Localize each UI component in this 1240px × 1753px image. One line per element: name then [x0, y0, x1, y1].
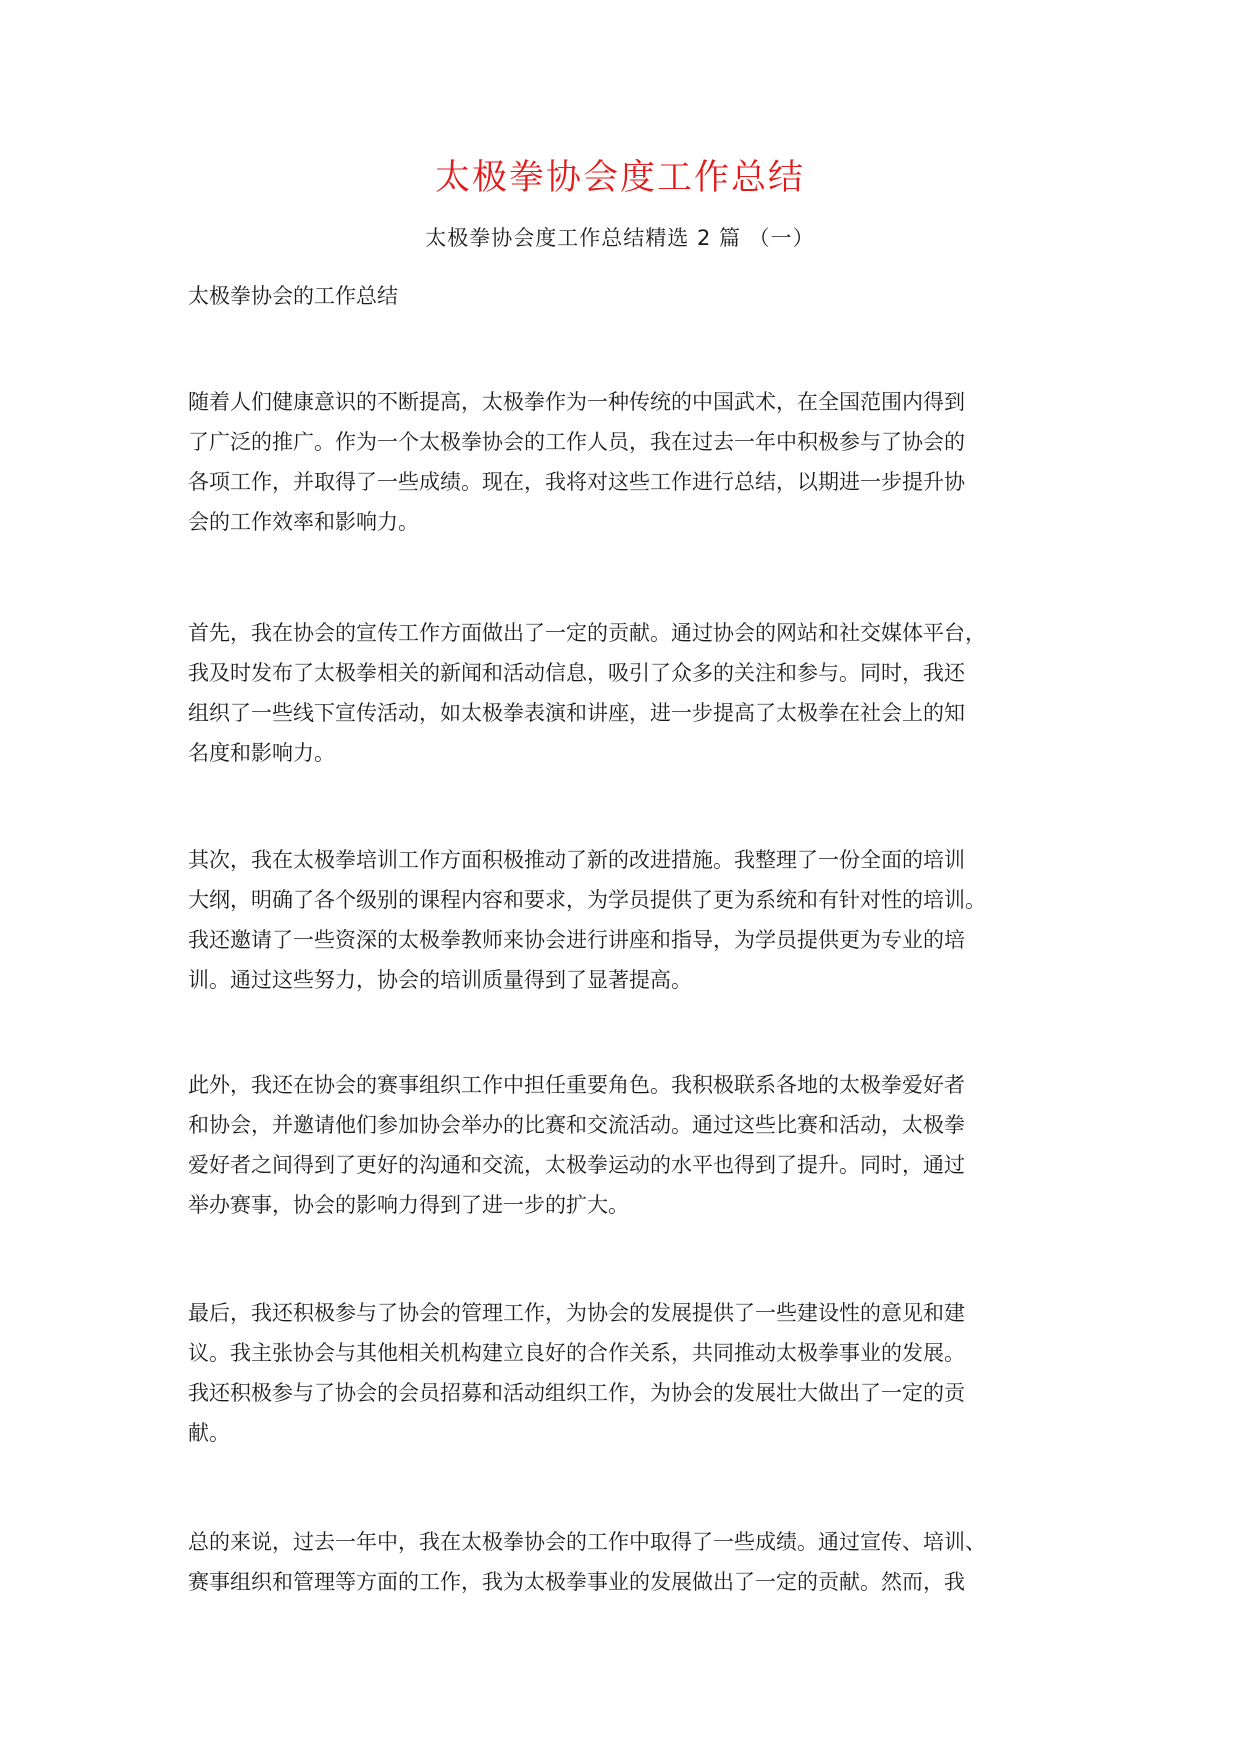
- paragraph-line: 我及时发布了太极拳相关的新闻和活动信息，吸引了众多的关注和参与。同时，我还: [188, 661, 965, 685]
- paragraph-line: 和协会，并邀请他们参加协会举办的比赛和交流活动。通过这些比赛和活动，太极拳: [188, 1113, 965, 1137]
- paragraph-line: 首先，我在协会的宣传工作方面做出了一定的贡献。通过协会的网站和社交媒体平台，: [188, 621, 986, 645]
- paragraph-line: 献。: [188, 1421, 230, 1445]
- paragraph-line: 爱好者之间得到了更好的沟通和交流，太极拳运动的水平也得到了提升。同时，通过: [188, 1153, 965, 1177]
- paragraph-competition: [188, 1065, 1088, 1225]
- paragraph-line: 其次，我在太极拳培训工作方面积极推动了新的改进措施。我整理了一份全面的培训: [188, 848, 965, 872]
- paragraph-training: [188, 840, 1088, 1000]
- document-subtitle: 太极拳协会度工作总结精选 2 篇 （一）: [425, 226, 815, 250]
- paragraph-line: 训。通过这些努力，协会的培训质量得到了显著提高。: [188, 968, 692, 992]
- paragraph-line: 此外，我还在协会的赛事组织工作中担任重要角色。我积极联系各地的太极拳爱好者: [188, 1073, 965, 1097]
- paragraph-line: 组织了一些线下宣传活动，如太极拳表演和讲座，进一步提高了太极拳在社会上的知: [188, 701, 965, 725]
- paragraph-line: 赛事组织和管理等方面的工作，我为太极拳事业的发展做出了一定的贡献。然而，我: [188, 1570, 965, 1594]
- paragraph-line: 总的来说，过去一年中，我在太极拳协会的工作中取得了一些成绩。通过宣传、培训、: [188, 1530, 986, 1554]
- paragraph-line: 最后，我还积极参与了协会的管理工作，为协会的发展提供了一些建设性的意见和建: [188, 1301, 965, 1325]
- paragraph-line: 大纲，明确了各个级别的课程内容和要求，为学员提供了更为系统和有针对性的培训。: [188, 888, 986, 912]
- paragraph-management: [188, 1293, 1088, 1453]
- section-heading: 太极拳协会的工作总结: [188, 284, 398, 308]
- paragraph-line: 我还邀请了一些资深的太极拳教师来协会进行讲座和指导，为学员提供更为专业的培: [188, 928, 965, 952]
- paragraph-line: 议。我主张协会与其他相关机构建立良好的合作关系，共同推动太极拳事业的发展。: [188, 1341, 965, 1365]
- paragraph-intro: [188, 382, 1088, 542]
- paragraph-line: 举办赛事，协会的影响力得到了进一步的扩大。: [188, 1193, 629, 1217]
- paragraph-line: 名度和影响力。: [188, 741, 335, 765]
- paragraph-conclusion: [188, 1522, 1088, 1602]
- paragraph-line: 了广泛的推广。作为一个太极拳协会的工作人员，我在过去一年中积极参与了协会的: [188, 430, 965, 454]
- paragraph-line: 随着人们健康意识的不断提高，太极拳作为一种传统的中国武术，在全国范围内得到: [188, 390, 965, 414]
- paragraph-publicity: [188, 613, 1088, 773]
- paragraph-line: 会的工作效率和影响力。: [188, 510, 419, 534]
- paragraph-line: 我还积极参与了协会的会员招募和活动组织工作，为协会的发展壮大做出了一定的贡: [188, 1381, 965, 1405]
- document-title: 太极拳协会度工作总结: [434, 158, 805, 198]
- paragraph-line: 各项工作，并取得了一些成绩。现在，我将对这些工作进行总结，以期进一步提升协: [188, 470, 965, 494]
